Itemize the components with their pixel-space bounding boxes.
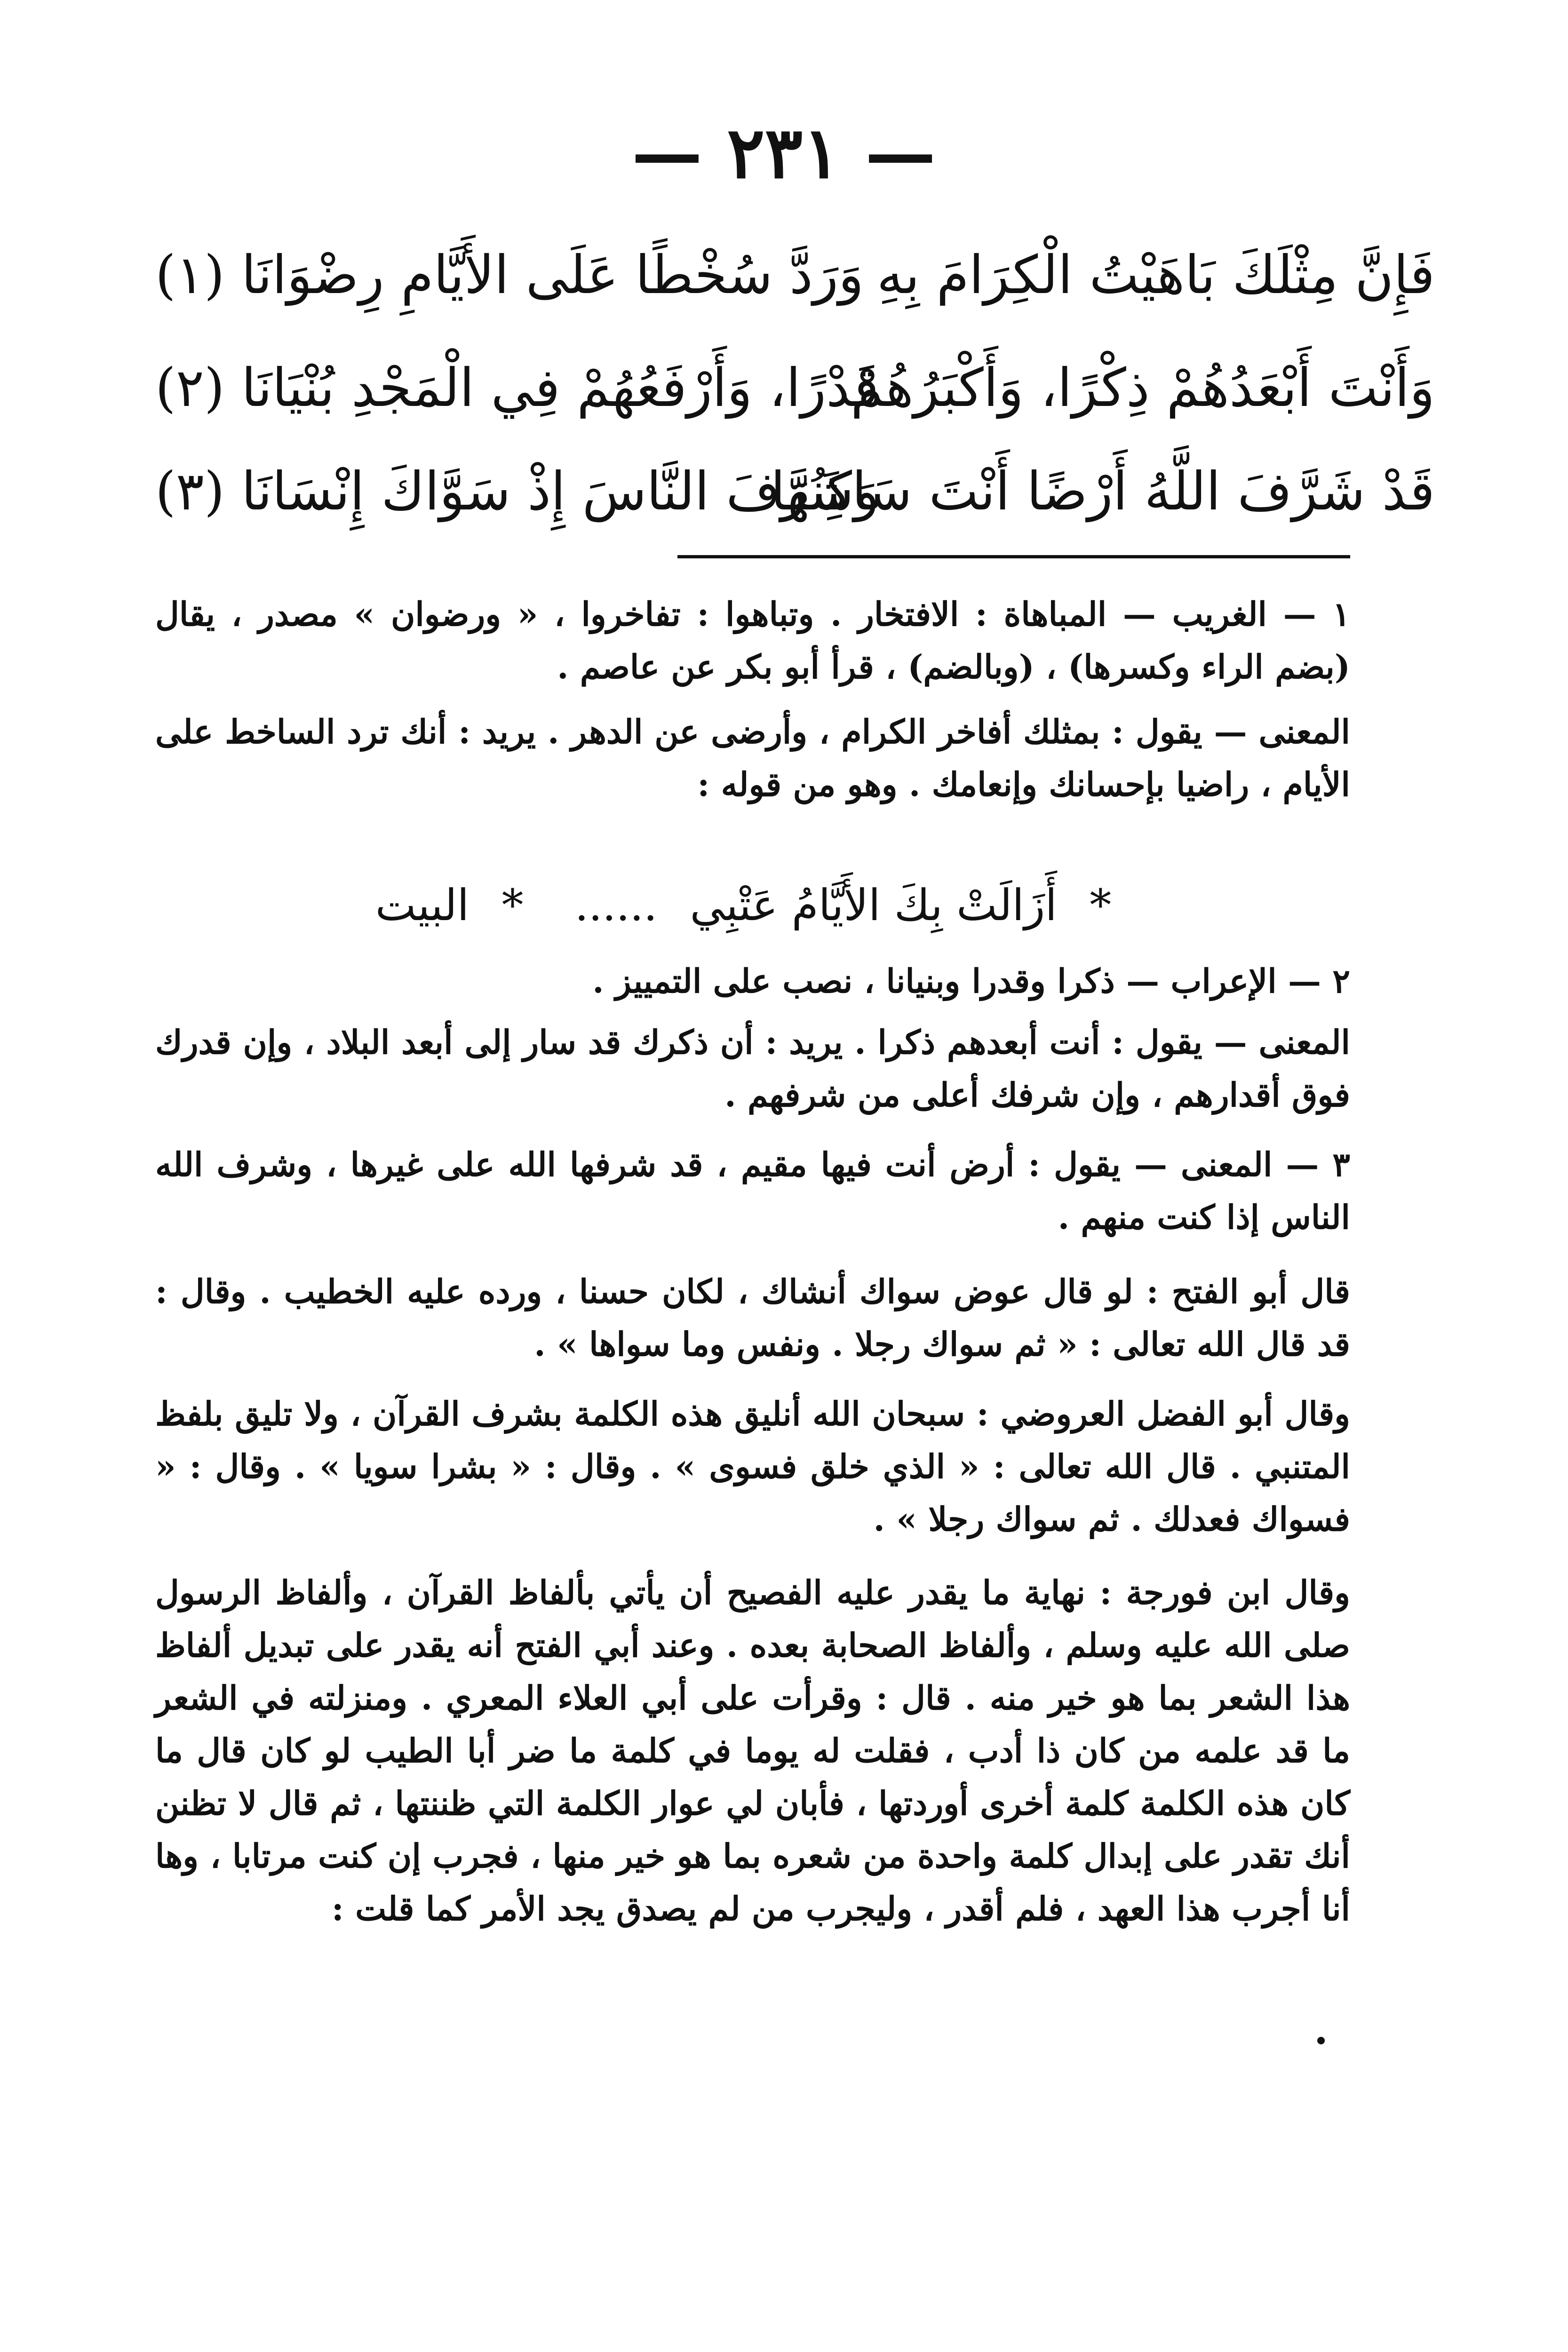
verse-hemistich-first: فَإِنَّ مِثْلَكَ بَاهَيْتُ الْكِرَامَ بِهِ (876, 245, 1435, 306)
cited-verse-text: أَزَالَتْ بِكَ الأَيَّامُ عَتْبِي (690, 880, 1057, 930)
note-meaning-3: ٣ — المعنى — يقول : أرض أنت فيها مقيم ، قد شرفها الله على غيرها ، وشرف الله الناس إذا كنت منهم . (155, 1145, 1350, 1237)
note-meaning-1: المعنى — يقول : بمثلك أفاخر الكرام ، وأرضى عن الدهر . يريد : أنك ترد الساخط على الأيام ، راضيا بإحسانك وإنعامك . وهو من قوله : (155, 712, 1350, 804)
dot-mark (1317, 2037, 1325, 2044)
verse-hemistich-first: قَدْ شَرَّفَ اللَّهُ أَرْضًا أَنْتَ سَاكِنُهَا (771, 461, 1435, 522)
verse-line-1 (155, 226, 1435, 325)
note-grammar-2: ٢ — الإعراب — ذكرا وقدرا وبنيانا ، نصب على التمييز . (592, 961, 1350, 1001)
verse-hemistich-first: وَأَنْتَ أَبْعَدُهُمْ ذِكْرًا، وَأَكْبَرُهُمْ (851, 358, 1435, 419)
cited-verse-label: البيت (375, 880, 470, 930)
footnote-divider (677, 555, 1350, 558)
verse-line-3 (155, 442, 1435, 541)
note-gloss-1: ١ — الغريب — المباهاة : الافتخار . وتباهوا : تفاخروا ، « ورضوان » مصدر ، يقال (بضم الراء وكسرها) ، (وبالضم) ، قرأ أبو بكر عن عاصم . (155, 595, 1350, 686)
verse-hemistich-second: وَرَدَّ سُخْطًا عَلَى الأَيَّامِ رِضْوَانَا (١) (155, 245, 864, 306)
verse-line-2 (155, 339, 1435, 437)
star-ornament: * (501, 880, 524, 930)
page-number: — ٢٣١ — (631, 111, 936, 194)
paragraph-ibn-furraja: وقال ابن فورجة : نهاية ما يقدر عليه الفصيح أن يأتي بألفاظ القرآن ، وألفاظ الرسول صلى الله عليه وسلم ، وألفاظ الصحابة بعده . وعند أبي الفتح أنه يقدر على تبديل ألفاظ هذا الشعر بما هو خير منه . قال : وقرأت على أبي العلاء المعري . ومنزلته في الشعر ما قد علمه من كان ذا أدب ، فقلت له يوما في كلمة ما ضر أبا الطيب لو كان قال ما كان هذه الكلمة كلمة أخرى أوردتها ، فأبان لي عوار الكلمة التي ظننتها ، ثم قال لا تظنن أنك تقدر على إبدال كلمة واحدة من شعره بما هو خير منها ، فجرب إن كنت مرتابا ، وها أنا أجرب هذا العهد ، فلم أقدر ، وليجرب من لم يصدق يجد الأمر كما قلت : (155, 1573, 1350, 1928)
star-ornament: * (1090, 880, 1112, 930)
ellipsis-dots: ...... (574, 880, 658, 930)
paragraph-aruudi: وقال أبو الفضل العروضي : سبحان الله أنليق هذه الكلمة بشرف القرآن ، ولا تليق بلفظ المتنبي . قال الله تعالى : « الذي خلق فسوى » . وقال : « بشرا سويا » . وقال : « فسواك فعدلك . ثم سواك رجلا » . (155, 1394, 1350, 1539)
verse-hemistich-second: وَشَرَّفَ النَّاسَ إِذْ سَوَّاكَ إِنْسَانَا (٣) (155, 461, 880, 522)
note-meaning-2: المعنى — يقول : أنت أبعدهم ذكرا . يريد : أن ذكرك قد سار إلى أبعد البلاد ، وإن قدرك فوق أقدارهم ، وإن شرفك أعلى من شرفهم . (155, 1023, 1350, 1114)
cited-verse (155, 861, 1350, 950)
verse-hemistich-second: قَدْرًا، وَأَرْفَعُهُمْ فِي الْمَجْدِ بُنْيَانَا (٢) (155, 358, 879, 419)
paragraph-abu-alfath: قال أبو الفتح : لو قال عوض سواك أنشاك ، لكان حسنا ، ورده عليه الخطيب . وقال : قد قال الله تعالى : « ثم سواك رجلا . ونفس وما سواها » . (155, 1272, 1350, 1364)
